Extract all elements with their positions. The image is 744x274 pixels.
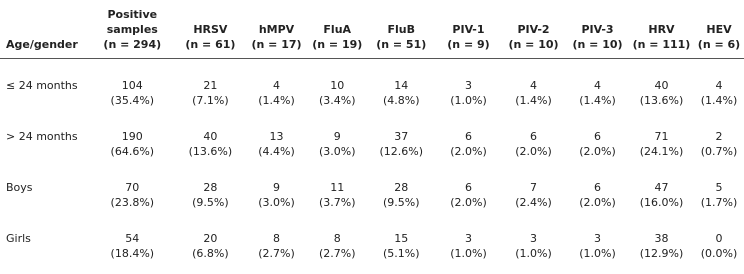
table-cell	[245, 159, 308, 210]
table-cell	[367, 108, 436, 159]
cell-percentage: (9.5%)	[192, 196, 229, 209]
table-cell	[436, 59, 501, 109]
table-cell	[245, 59, 308, 109]
table-cell	[566, 59, 629, 109]
cell-percentage: (4.4%)	[258, 145, 295, 158]
table-cell	[176, 108, 245, 159]
table-cell	[436, 108, 501, 159]
cell-percentage: (18.4%)	[110, 247, 155, 260]
column-header-line: samples	[106, 23, 158, 36]
table-row	[0, 210, 744, 261]
cell-percentage: (9.5%)	[382, 196, 420, 209]
cell-count: 6	[530, 130, 538, 143]
table-cell	[176, 59, 245, 109]
table-cell	[501, 210, 566, 261]
column-header-line: Positive	[107, 8, 158, 21]
cell-percentage: (3.0%)	[258, 196, 295, 209]
column-header-hmpv	[245, 0, 308, 59]
cell-count: 8	[273, 232, 281, 245]
table-cell	[176, 210, 245, 261]
cell-count: 21	[203, 79, 218, 92]
table-cell	[566, 108, 629, 159]
cell-percentage: (23.8%)	[110, 196, 155, 209]
row-label: > 24 months	[6, 130, 78, 143]
cell-percentage: (2.7%)	[258, 247, 295, 260]
table-cell	[629, 59, 694, 109]
table-cell	[694, 210, 744, 261]
column-header-flub	[367, 0, 436, 59]
table-row	[0, 108, 744, 159]
table-cell	[308, 108, 367, 159]
cell-count: 70	[125, 181, 140, 194]
cell-percentage: (1.4%)	[515, 94, 552, 107]
cell-count: 9	[333, 130, 341, 143]
table-header	[0, 0, 744, 59]
cell-count: 0	[715, 232, 723, 245]
cell-percentage: (1.0%)	[515, 247, 552, 260]
table-cell	[89, 59, 176, 109]
cell-percentage: (0.7%)	[700, 145, 738, 158]
table-cell	[501, 59, 566, 109]
cell-count: 20	[203, 232, 218, 245]
table-cell	[694, 59, 744, 109]
header-row	[0, 0, 744, 59]
table-cell	[367, 210, 436, 261]
cell-percentage: (13.6%)	[188, 145, 233, 158]
cell-count: 3	[594, 232, 601, 245]
cell-percentage: (12.9%)	[639, 247, 684, 260]
table-cell	[501, 159, 566, 210]
cell-percentage: (3.4%)	[318, 94, 356, 107]
cell-count: 104	[121, 79, 143, 92]
cell-count: 28	[203, 181, 218, 194]
cell-percentage: (13.6%)	[639, 94, 684, 107]
cell-count: 37	[394, 130, 409, 143]
cell-percentage: (16.0%)	[639, 196, 684, 209]
cell-count: 6	[464, 181, 472, 194]
column-header-line: FluA	[323, 23, 352, 36]
cell-count: 47	[654, 181, 669, 194]
cell-percentage: (1.4%)	[700, 94, 738, 107]
cell-percentage: (2.4%)	[515, 196, 552, 209]
cell-percentage: (5.1%)	[382, 247, 420, 260]
cell-percentage: (3.7%)	[318, 196, 356, 209]
table-cell	[629, 210, 694, 261]
table-row	[0, 159, 744, 210]
column-header-piv-1	[436, 0, 501, 59]
table-cell	[89, 159, 176, 210]
cell-percentage: (1.0%)	[579, 247, 616, 260]
table-cell	[629, 159, 694, 210]
cell-count: 6	[594, 181, 601, 194]
column-header-line: (n = 6)	[697, 38, 741, 51]
column-header-line: PIV-3	[581, 23, 614, 36]
table-cell	[566, 159, 629, 210]
table-cell	[367, 159, 436, 210]
column-header-line: HRV	[648, 23, 675, 36]
cell-count: 190	[121, 130, 143, 143]
table-cell	[694, 159, 744, 210]
table-cell	[245, 108, 308, 159]
table-cell	[89, 108, 176, 159]
cell-count: 14	[394, 79, 409, 92]
cell-percentage: (3.0%)	[318, 145, 356, 158]
cell-count: 4	[715, 79, 723, 92]
table-cell	[436, 210, 501, 261]
cell-percentage: (35.4%)	[110, 94, 155, 107]
cell-count: 6	[594, 130, 601, 143]
table-row	[0, 59, 744, 109]
cell-percentage: (1.7%)	[700, 196, 738, 209]
cell-count: 3	[464, 232, 472, 245]
column-header-line: (n = 111)	[632, 38, 691, 51]
column-header-line: FluB	[387, 23, 415, 36]
cell-count: 71	[654, 130, 669, 143]
cell-count: 3	[464, 79, 472, 92]
cell-count: 8	[333, 232, 341, 245]
cell-count: 40	[203, 130, 218, 143]
column-header-line: hMPV	[258, 23, 295, 36]
cell-percentage: (0.0%)	[700, 247, 738, 260]
cell-percentage: (4.8%)	[382, 94, 420, 107]
table-cell	[501, 108, 566, 159]
table-cell	[176, 159, 245, 210]
table-cell	[245, 210, 308, 261]
cell-percentage: (2.0%)	[515, 145, 552, 158]
cell-percentage: (7.1%)	[192, 94, 229, 107]
cell-percentage: (2.0%)	[450, 196, 487, 209]
cell-count: 4	[273, 79, 281, 92]
cell-count: 5	[715, 181, 723, 194]
cell-count: 2	[715, 130, 723, 143]
column-header-line: (n = 17)	[251, 38, 302, 51]
cell-count: 40	[654, 79, 669, 92]
table-cell	[89, 210, 176, 261]
cell-percentage: (1.0%)	[450, 94, 487, 107]
column-header-line: (n = 294)	[103, 38, 162, 51]
cell-count: 4	[594, 79, 601, 92]
cell-count: 4	[530, 79, 538, 92]
cell-count: 11	[330, 181, 345, 194]
column-header-flua	[308, 0, 367, 59]
column-header-line: (n = 19)	[312, 38, 363, 51]
table-cell	[629, 108, 694, 159]
cell-count: 3	[530, 232, 538, 245]
cell-percentage: (2.0%)	[450, 145, 487, 158]
cell-count: 10	[330, 79, 345, 92]
column-header-line: HRSV	[193, 23, 228, 36]
cell-percentage: (2.7%)	[318, 247, 356, 260]
table-cell	[367, 59, 436, 109]
cell-count: 15	[394, 232, 409, 245]
column-header-hrsv	[176, 0, 245, 59]
cell-percentage: (64.6%)	[110, 145, 155, 158]
cell-percentage: (2.0%)	[579, 145, 616, 158]
table-cell	[308, 210, 367, 261]
cell-percentage: (1.0%)	[450, 247, 487, 260]
table-cell	[694, 108, 744, 159]
table-cell	[566, 210, 629, 261]
column-header-hev	[694, 0, 744, 59]
column-header-hrv	[629, 0, 694, 59]
column-header-piv-3	[566, 0, 629, 59]
cell-percentage: (6.8%)	[192, 247, 229, 260]
column-header-line: HEV	[706, 23, 732, 36]
column-header-positive-samples	[89, 0, 176, 59]
cell-count: 28	[394, 181, 409, 194]
cell-count: 13	[269, 130, 284, 143]
column-header-line: (n = 10)	[508, 38, 559, 51]
cell-percentage: (1.4%)	[258, 94, 295, 107]
table-cell	[308, 59, 367, 109]
cell-percentage: (12.6%)	[379, 145, 423, 158]
cell-percentage: (24.1%)	[639, 145, 684, 158]
cell-count: 6	[464, 130, 472, 143]
column-header-line: Age/gender	[6, 38, 78, 51]
cell-count: 7	[530, 181, 538, 194]
column-header-piv-2	[501, 0, 566, 59]
column-header-line: (n = 10)	[572, 38, 623, 51]
row-label: Boys	[6, 181, 33, 194]
column-header-line: (n = 9)	[447, 38, 490, 51]
cell-percentage: (1.4%)	[579, 94, 616, 107]
column-header-line: PIV-1	[452, 23, 485, 36]
cell-percentage: (2.0%)	[579, 196, 616, 209]
column-header-line: PIV-2	[517, 23, 550, 36]
table-cell	[308, 159, 367, 210]
cell-count: 54	[125, 232, 140, 245]
column-header-line: (n = 61)	[185, 38, 236, 51]
table-body	[0, 59, 744, 262]
table-cell	[436, 159, 501, 210]
column-header-line: (n = 51)	[376, 38, 427, 51]
column-header-age-gender	[0, 0, 89, 59]
cell-count: 38	[654, 232, 669, 245]
row-label: Girls	[6, 232, 31, 245]
cell-count: 9	[273, 181, 281, 194]
row-label: ≤ 24 months	[6, 79, 78, 92]
